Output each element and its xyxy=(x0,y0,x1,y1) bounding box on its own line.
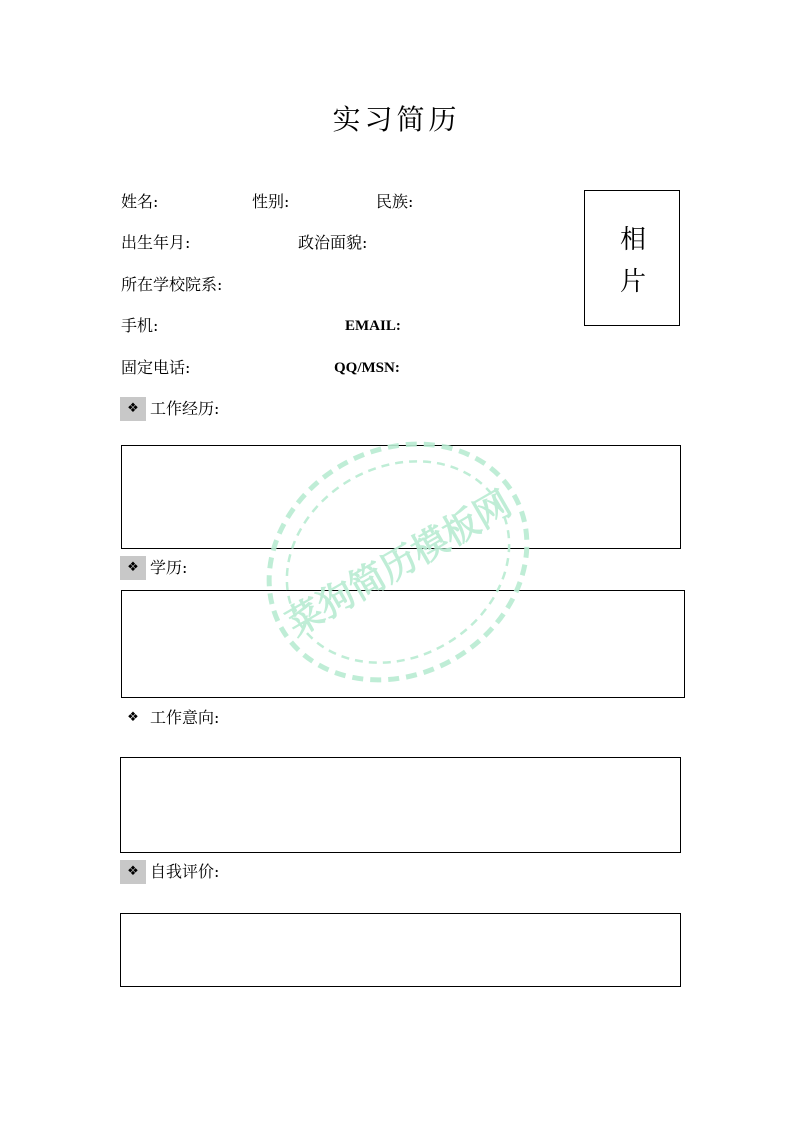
page-title: 实习简历 xyxy=(332,103,461,136)
watermark-text: 菜狗简历模板网 xyxy=(279,483,519,645)
birth-date-label: 出生年月: xyxy=(121,233,191,252)
section-education-title: 学历: xyxy=(150,558,188,577)
photo-placeholder xyxy=(584,190,680,326)
email-label: EMAIL: xyxy=(345,318,401,334)
ethnicity-label: 民族: xyxy=(376,192,414,211)
photo-placeholder-text xyxy=(585,219,681,303)
section-work-experience xyxy=(120,397,219,421)
section-education xyxy=(120,556,187,580)
education-box[interactable] xyxy=(121,590,685,698)
photo-text-line-2: 片 xyxy=(619,267,646,297)
photo-text-line-1: 相 xyxy=(619,225,646,255)
job-intention-box[interactable] xyxy=(120,757,681,853)
work-experience-box[interactable] xyxy=(121,445,681,549)
diamond-bullet-icon: ❖ xyxy=(127,710,139,725)
self-evaluation-box[interactable] xyxy=(120,913,681,987)
section-job-intention-title: 工作意向: xyxy=(150,708,220,727)
diamond-bullet-icon: ❖ xyxy=(120,556,146,580)
landline-phone-label: 固定电话: xyxy=(121,358,191,377)
diamond-bullet-icon: ❖ xyxy=(120,860,146,884)
political-status-label: 政治面貌: xyxy=(298,233,368,252)
school-department-label: 所在学校院系: xyxy=(121,275,223,294)
diamond-bullet-icon: ❖ xyxy=(120,397,146,421)
section-self-evaluation xyxy=(120,860,219,884)
section-job-intention xyxy=(120,706,219,730)
section-self-evaluation-title: 自我评价: xyxy=(150,862,220,881)
qq-msn-label: QQ/MSN: xyxy=(334,360,400,376)
mobile-label: 手机: xyxy=(121,316,159,335)
gender-label: 性别: xyxy=(252,192,290,211)
name-label: 姓名: xyxy=(121,192,159,211)
section-work-experience-title: 工作经历: xyxy=(150,399,220,418)
